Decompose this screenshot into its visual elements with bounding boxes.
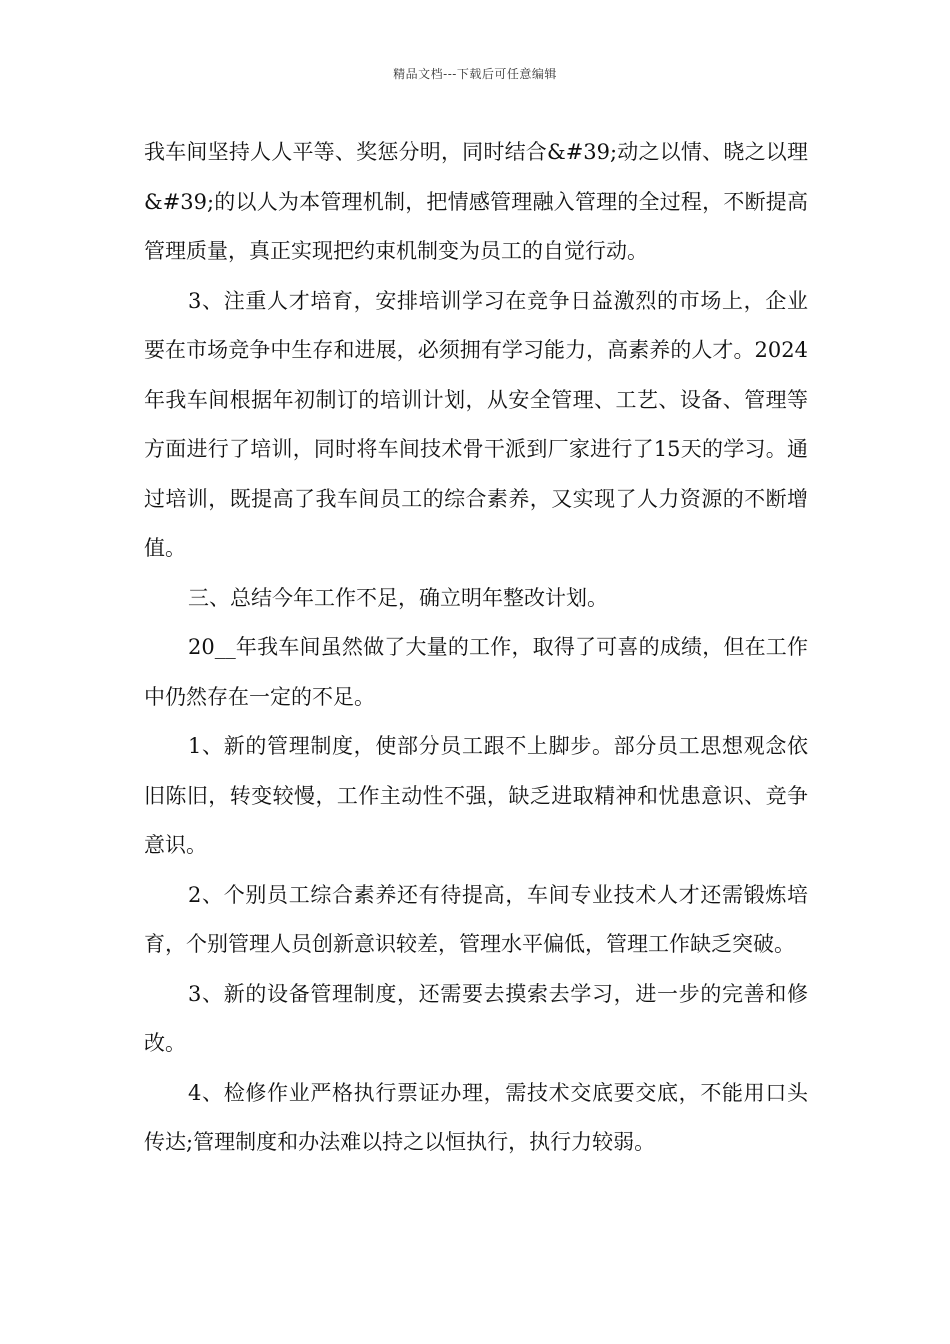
paragraph-talent-training: 3、注重人才培育，安排培训学习在竞争日益激烈的市场上，企业要在市场竞争中生存和进展，必须拥有学习能力，高素养的人才。2024年我车间根据年初制订的培训计划，从安全管理、工艺、设备、管理等方面进行了培训，同时将车间技术骨干派到厂家进行了15天的学习。通过培训，既提高了我车间员工的综合素养，又实现了人力资源的不断增值。	[144, 288, 808, 560]
document-body	[144, 128, 808, 1168]
section-heading-shortcomings: 三、总结今年工作不足，确立明年整改计划。	[188, 585, 608, 610]
list-item-2: 2、个别员工综合素养还有待提高，车间专业技术人才还需锻炼培育，个别管理人员创新意识较差，管理水平偏低，管理工作缺乏突破。	[144, 882, 808, 956]
paragraph-summary: 20__年我车间虽然做了大量的工作，取得了可喜的成绩，但在工作中仍然存在一定的不足。	[144, 635, 808, 709]
list-item-1: 1、新的管理制度，使部分员工跟不上脚步。部分员工思想观念依旧陈旧，转变较慢，工作主动性不强，缺乏进取精神和忧患意识、竞争意识。	[144, 734, 808, 857]
paragraph-continuation: 我车间坚持人人平等、奖惩分明，同时结合&#39;动之以情、晓之以理&#39;的以人为本管理机制，把情感管理融入管理的全过程，不断提高管理质量，真正实现把约束机制变为员工的自觉行动。	[144, 140, 808, 263]
list-item-3: 3、新的设备管理制度，还需要去摸索去学习，进一步的完善和修改。	[144, 981, 808, 1055]
list-item-4: 4、检修作业严格执行票证办理，需技术交底要交底，不能用口头传达;管理制度和办法难以持之以恒执行，执行力较弱。	[144, 1080, 808, 1154]
page-header: 精品文档---下载后可任意编辑	[393, 67, 557, 81]
